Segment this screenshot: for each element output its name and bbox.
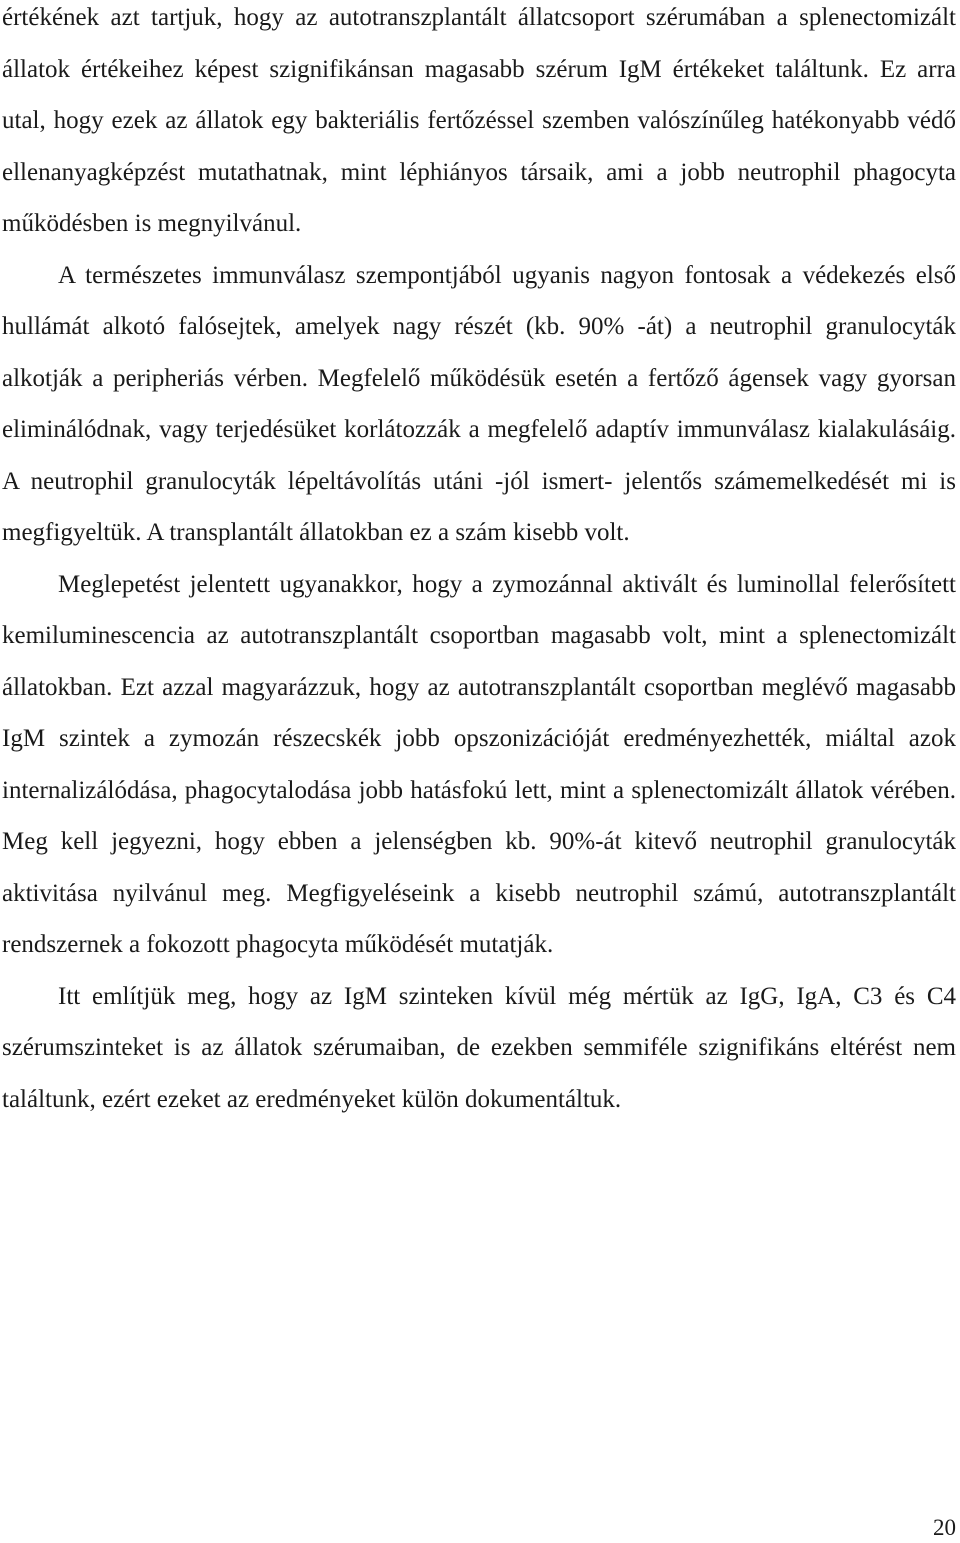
paragraph-igm-serum: értékének azt tartjuk, hogy az autotranszplantált állatcsoport szérumában a splenectomizált állatok értékeihez képest szignifikánsan magasabb szérum IgM értékeket találtunk. Ez arra utal, hogy ezek az állatok egy bakteriális fertőzéssel szemben valószínűleg hatékonyabb védő ellenanyagképzést mutathatnak, mint léphiányos társaik, ami a jobb neutrophil phagocyta működésben is megnyilvánul. (2, 4, 956, 237)
paragraph-chemiluminescence: Meglepetést jelentett ugyanakkor, hogy a zymozánnal aktivált és luminollal felerősített kemiluminescencia az autotranszplantált csoportban magasabb volt, mint a splenectomizált állatokban. Ezt azzal magyarázzuk, hogy az autotranszplantált csoportban meglévő magasabb IgM szintek a zymozán részecskék jobb opszonizációját eredményezhették, miáltal azok internalizálódása, phagocytalodása jobb hatásfokú lett, mint a splenectomizált állatok vérében. Meg kell jegyezni, hogy ebben a jelenségben kb. 90%-át kitevő neutrophil granulocyták aktivitása nyilvánul meg. Megfigyeléseink a kisebb neutrophil számú, autotranszplantált rendszernek a fokozott phagocyta működését mutatják. (2, 570, 956, 958)
document-body (2, 0, 956, 1125)
paragraph-natural-immunity: A természetes immunválasz szempontjából ugyanis nagyon fontosak a védekezés első hullámát alkotó falósejtek, amelyek nagy részét (kb. 90% -át) a neutrophil granulocyták alkotják a peripheriás vérben. Megfelelő működésük esetén a fertőző ágensek vagy gyorsan eliminálódnak, vagy terjedésüket korlátozzák a megfelelő adaptív immunválasz kialakulásáig. A neutrophil granulocyták lépeltávolítás utáni -jól ismert- jelentős számemelkedését mi is megfigyeltük. A transplantált állatokban ez a szám kisebb volt. (2, 261, 956, 546)
paragraph-other-serum-levels: Itt említjük meg, hogy az IgM szinteken kívül még mértük az IgG, IgA, C3 és C4 szérumszinteket is az állatok szérumaiban, de ezekben semmiféle szignifikáns eltérést nem találtunk, ezért ezeket az eredményeket külön dokumentáltuk. (2, 982, 956, 1113)
page-number: 20 (933, 1515, 956, 1540)
